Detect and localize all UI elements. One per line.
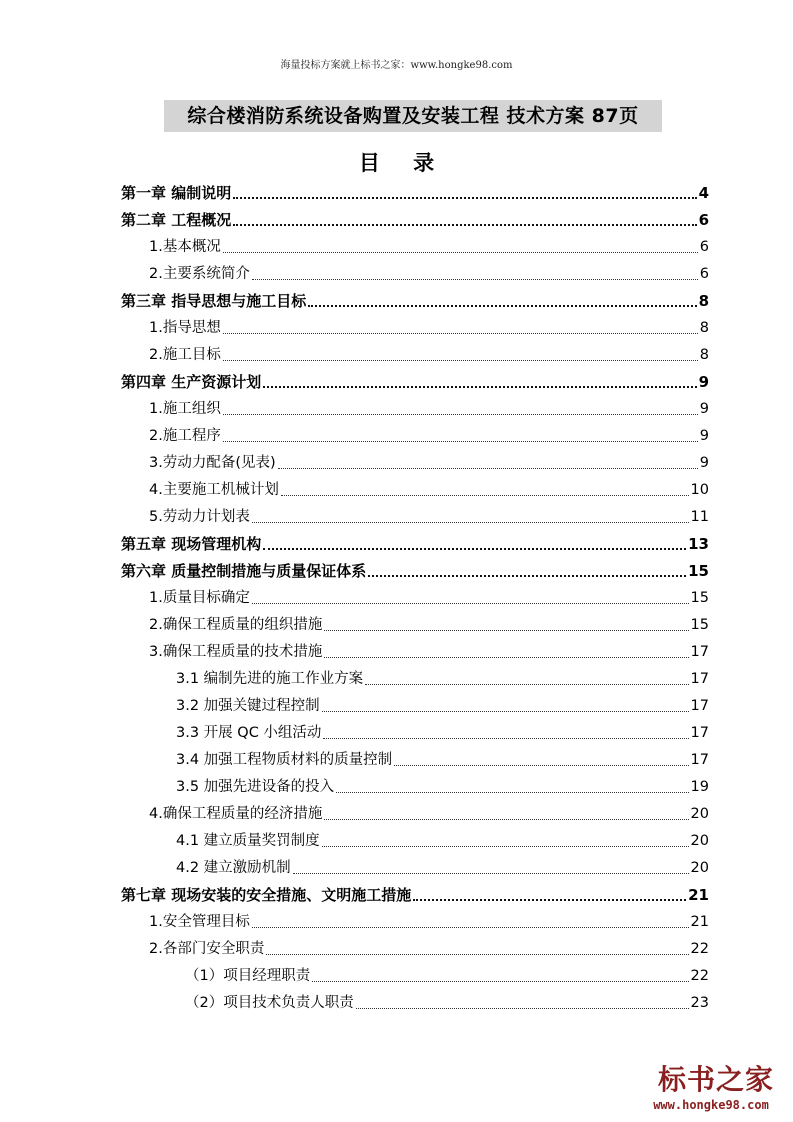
toc-entry-page: 20: [690, 806, 709, 822]
page-header: 海量投标方案就上标书之家：www.hongke98.com: [280, 60, 513, 71]
watermark-brand: 标书之家: [657, 1063, 774, 1096]
toc-leader-dots: [278, 467, 698, 469]
toc-leader-dots: [263, 547, 686, 550]
toc-entry-page: 8: [699, 347, 709, 363]
toc-entry-title: 1.指导思想: [149, 320, 221, 336]
toc-leader-dots: [413, 898, 686, 901]
toc-entry[interactable]: [121, 774, 709, 801]
document-title: 综合楼消防系统设备购置及安装工程 技术方案 87页: [164, 100, 662, 132]
toc-entry-page: 9: [699, 455, 709, 471]
toc-entry-page: 19: [690, 779, 709, 795]
toc-entry[interactable]: [121, 693, 709, 720]
toc-leader-dots: [252, 521, 689, 523]
toc-entry-title: 1.质量目标确定: [149, 590, 250, 606]
toc-leader-dots: [266, 953, 688, 955]
toc-entry-title: 第三章 指导思想与施工目标: [121, 292, 307, 310]
toc-leader-dots: [233, 223, 696, 226]
toc-entry-page: 15: [690, 617, 709, 633]
toc-entry[interactable]: [121, 423, 709, 450]
toc-heading: 目 录: [358, 151, 435, 175]
toc-entry-title: 1.基本概况: [149, 239, 221, 255]
toc-entry-page: 6: [698, 211, 709, 229]
toc-entry-title: 3.5 加强先进设备的投入: [176, 779, 335, 795]
toc-entry[interactable]: [121, 315, 709, 342]
toc-entry-title: 第一章 编制说明: [121, 184, 232, 202]
toc-entry-page: 11: [690, 509, 709, 525]
toc-entry[interactable]: [121, 855, 709, 882]
table-of-contents: [121, 180, 709, 1017]
toc-entry[interactable]: [121, 990, 709, 1017]
toc-entry-title: 2.确保工程质量的组织措施: [149, 617, 323, 633]
toc-entry-page: 22: [690, 968, 709, 984]
toc-leader-dots: [223, 440, 698, 442]
toc-entry-page: 17: [690, 725, 709, 741]
toc-entry[interactable]: [121, 531, 709, 558]
toc-entry[interactable]: [121, 909, 709, 936]
toc-entry-title: 第六章 质量控制措施与质量保证体系: [121, 562, 367, 580]
toc-entry[interactable]: [121, 612, 709, 639]
toc-entry-page: 17: [690, 644, 709, 660]
toc-entry-title: 第四章 生产资源计划: [121, 373, 262, 391]
toc-entry[interactable]: [121, 747, 709, 774]
toc-leader-dots: [252, 926, 689, 928]
toc-leader-dots: [324, 818, 688, 820]
toc-entry-title: 4.确保工程质量的经济措施: [149, 806, 323, 822]
toc-entry-page: 21: [688, 886, 709, 904]
toc-entry[interactable]: [121, 882, 709, 909]
toc-leader-dots: [223, 359, 698, 361]
toc-entry-page: 9: [699, 401, 709, 417]
toc-entry[interactable]: [121, 639, 709, 666]
toc-entry[interactable]: [121, 450, 709, 477]
toc-leader-dots: [324, 629, 688, 631]
watermark-url: www.hongke98.com: [653, 1098, 769, 1112]
toc-leader-dots: [365, 683, 688, 685]
toc-entry[interactable]: [121, 720, 709, 747]
toc-leader-dots: [368, 574, 686, 577]
toc-entry-title: 第二章 工程概况: [121, 211, 232, 229]
toc-entry-page: 17: [690, 671, 709, 687]
toc-entry[interactable]: [121, 396, 709, 423]
toc-entry-page: 4: [698, 184, 709, 202]
toc-leader-dots: [223, 413, 698, 415]
toc-entry[interactable]: [121, 261, 709, 288]
toc-entry-title: （1）项目经理职责: [185, 968, 311, 984]
toc-entry-title: 4.主要施工机械计划: [149, 482, 279, 498]
toc-entry[interactable]: [121, 936, 709, 963]
toc-entry-page: 15: [690, 590, 709, 606]
toc-entry[interactable]: [121, 180, 709, 207]
toc-entry-title: 3.1 编制先进的施工作业方案: [176, 671, 364, 687]
toc-entry-page: 8: [698, 292, 709, 310]
toc-entry[interactable]: [121, 369, 709, 396]
toc-entry-page: 6: [699, 266, 709, 282]
toc-leader-dots: [312, 980, 688, 982]
toc-entry-title: 1.安全管理目标: [149, 914, 250, 930]
toc-entry-page: 13: [688, 535, 709, 553]
toc-leader-dots: [322, 845, 689, 847]
toc-leader-dots: [336, 791, 688, 793]
toc-entry-page: 22: [690, 941, 709, 957]
toc-entry[interactable]: [121, 477, 709, 504]
toc-entry-page: 23: [690, 995, 709, 1011]
toc-leader-dots: [293, 872, 689, 874]
toc-entry-page: 9: [699, 428, 709, 444]
toc-entry-page: 15: [688, 562, 709, 580]
toc-entry-title: 3.劳动力配备(见表): [149, 455, 276, 471]
toc-leader-dots: [233, 196, 696, 199]
toc-leader-dots: [323, 737, 688, 739]
toc-entry[interactable]: [121, 288, 709, 315]
toc-leader-dots: [322, 710, 689, 712]
toc-entry[interactable]: [121, 504, 709, 531]
toc-entry-title: 2.施工目标: [149, 347, 221, 363]
toc-entry[interactable]: [121, 558, 709, 585]
toc-entry[interactable]: [121, 207, 709, 234]
toc-entry-title: （2）项目技术负责人职责: [185, 995, 354, 1011]
toc-leader-dots: [252, 602, 689, 604]
toc-entry-title: 2.各部门安全职责: [149, 941, 265, 957]
toc-leader-dots: [263, 385, 696, 388]
toc-entry-title: 4.1 建立质量奖罚制度: [176, 833, 320, 849]
toc-entry-title: 5.劳动力计划表: [149, 509, 250, 525]
toc-leader-dots: [394, 764, 688, 766]
toc-entry-title: 3.4 加强工程物质材料的质量控制: [176, 752, 393, 768]
toc-entry[interactable]: [121, 585, 709, 612]
toc-entry-page: 10: [690, 482, 709, 498]
toc-entry[interactable]: [121, 963, 709, 990]
toc-entry-title: 2.施工程序: [149, 428, 221, 444]
toc-entry[interactable]: [121, 801, 709, 828]
toc-entry-title: 2.主要系统简介: [149, 266, 250, 282]
toc-leader-dots: [324, 656, 688, 658]
toc-entry-title: 第五章 现场管理机构: [121, 535, 262, 553]
toc-leader-dots: [252, 278, 698, 280]
toc-entry-title: 3.确保工程质量的技术措施: [149, 644, 323, 660]
toc-entry-page: 8: [699, 320, 709, 336]
toc-entry[interactable]: [121, 234, 709, 261]
toc-entry-page: 9: [698, 373, 709, 391]
toc-leader-dots: [356, 1007, 689, 1009]
toc-entry-title: 1.施工组织: [149, 401, 221, 417]
toc-entry-page: 17: [690, 698, 709, 714]
toc-leader-dots: [308, 304, 696, 307]
toc-entry-title: 3.3 开展 QC 小组活动: [176, 725, 322, 741]
toc-entry-title: 4.2 建立激励机制: [176, 860, 291, 876]
toc-entry-title: 3.2 加强关键过程控制: [176, 698, 320, 714]
toc-entry-page: 20: [690, 860, 709, 876]
toc-entry-page: 6: [699, 239, 709, 255]
toc-leader-dots: [281, 494, 689, 496]
toc-entry-page: 21: [690, 914, 709, 930]
toc-entry[interactable]: [121, 342, 709, 369]
toc-leader-dots: [223, 251, 698, 253]
toc-entry-page: 17: [690, 752, 709, 768]
toc-entry[interactable]: [121, 828, 709, 855]
toc-entry[interactable]: [121, 666, 709, 693]
toc-entry-title: 第七章 现场安装的安全措施、文明施工措施: [121, 886, 412, 904]
toc-leader-dots: [223, 332, 698, 334]
toc-entry-page: 20: [690, 833, 709, 849]
